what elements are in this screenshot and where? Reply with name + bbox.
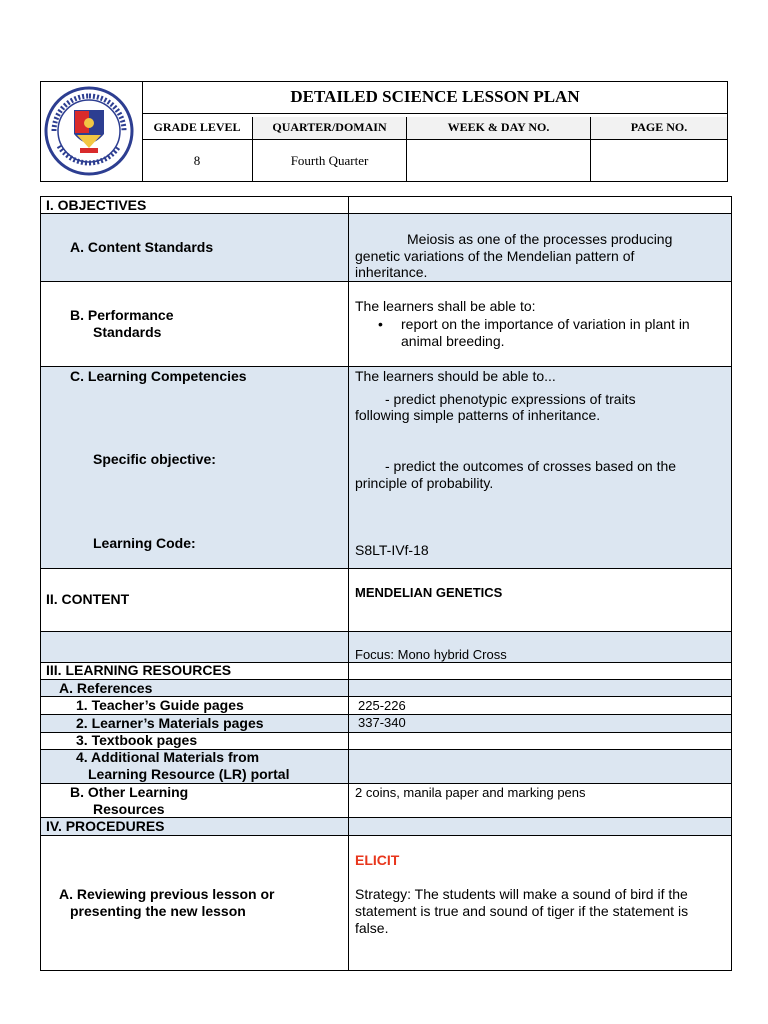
textbook-label: 3. Textbook pages xyxy=(76,732,198,748)
strategy-line-2: statement is true and sound of tiger if the statement is xyxy=(355,903,689,919)
content-focus: Focus: Mono hybrid Cross xyxy=(355,647,507,662)
learning-code-value: S8LT-IVf-18 xyxy=(355,542,429,558)
learners-materials-label: 2. Learner’s Materials pages xyxy=(76,715,264,731)
week-day-header: WEEK & DAY NO. xyxy=(447,120,550,134)
additional-materials-label-2: Learning Resource (LR) portal xyxy=(88,766,290,782)
performance-label-1: B. Performance xyxy=(70,307,174,323)
bullet-icon: • xyxy=(378,316,383,332)
strategy-line-3: false. xyxy=(355,920,389,936)
resources-heading: III. LEARNING RESOURCES xyxy=(46,662,232,678)
competencies-label: C. Learning Competencies xyxy=(70,368,247,384)
quarter-domain-header: QUARTER/DOMAIN xyxy=(272,120,387,134)
specific-objective-line-1: - predict the outcomes of crosses based on the xyxy=(385,458,677,474)
teachers-guide-value: 225-226 xyxy=(358,698,406,713)
elicit-phase-label: ELICIT xyxy=(355,852,400,868)
deped-seal-logo xyxy=(43,86,135,176)
performance-intro: The learners shall be able to: xyxy=(355,298,536,314)
page-no-header: PAGE NO. xyxy=(630,120,688,134)
grade-level-value: 8 xyxy=(193,153,201,168)
grade-level-header: GRADE LEVEL xyxy=(153,120,241,134)
content-heading: II. CONTENT xyxy=(46,591,130,607)
performance-bullet-line-1: report on the importance of variation in plant in xyxy=(401,316,690,332)
learning-code-label: Learning Code: xyxy=(93,535,196,551)
content-standards-label: A. Content Standards xyxy=(70,239,214,255)
procedure-a-line-1: A. Reviewing previous lesson or xyxy=(59,886,275,902)
quarter-domain-value: Fourth Quarter xyxy=(290,153,369,168)
other-resources-value: 2 coins, manila paper and marking pens xyxy=(355,785,586,800)
other-resources-label-2: Resources xyxy=(93,801,165,817)
competencies-intro: The learners should be able to... xyxy=(355,368,556,384)
competency-line-1: - predict phenotypic expressions of traits xyxy=(385,391,636,407)
performance-bullet-line-2: animal breeding. xyxy=(401,333,505,349)
content-standards-line-3: inheritance. xyxy=(355,264,428,280)
additional-materials-label-1: 4. Additional Materials from xyxy=(76,749,260,765)
learners-materials-value: 337-340 xyxy=(358,715,406,730)
references-label: A. References xyxy=(59,680,153,696)
performance-label-2: Standards xyxy=(93,324,162,340)
specific-objective-line-2: principle of probability. xyxy=(355,475,494,491)
content-standards-line-2: genetic variations of the Mendelian pattern of xyxy=(355,248,635,264)
other-resources-label-1: B. Other Learning xyxy=(70,784,189,800)
procedures-heading: IV. PROCEDURES xyxy=(46,818,165,834)
objectives-heading: I. OBJECTIVES xyxy=(46,197,147,213)
teachers-guide-label: 1. Teacher’s Guide pages xyxy=(76,697,244,713)
content-topic: MENDELIAN GENETICS xyxy=(355,585,503,600)
lesson-plan-title: DETAILED SCIENCE LESSON PLAN xyxy=(290,87,580,106)
competency-line-2: following simple patterns of inheritance. xyxy=(355,407,601,423)
specific-objective-label: Specific objective: xyxy=(93,451,216,467)
content-standards-line-1: Meiosis as one of the processes producing xyxy=(407,231,673,247)
procedure-a-line-2: presenting the new lesson xyxy=(70,903,246,919)
strategy-line-1: Strategy: The students will make a sound of bird if the xyxy=(355,886,688,902)
